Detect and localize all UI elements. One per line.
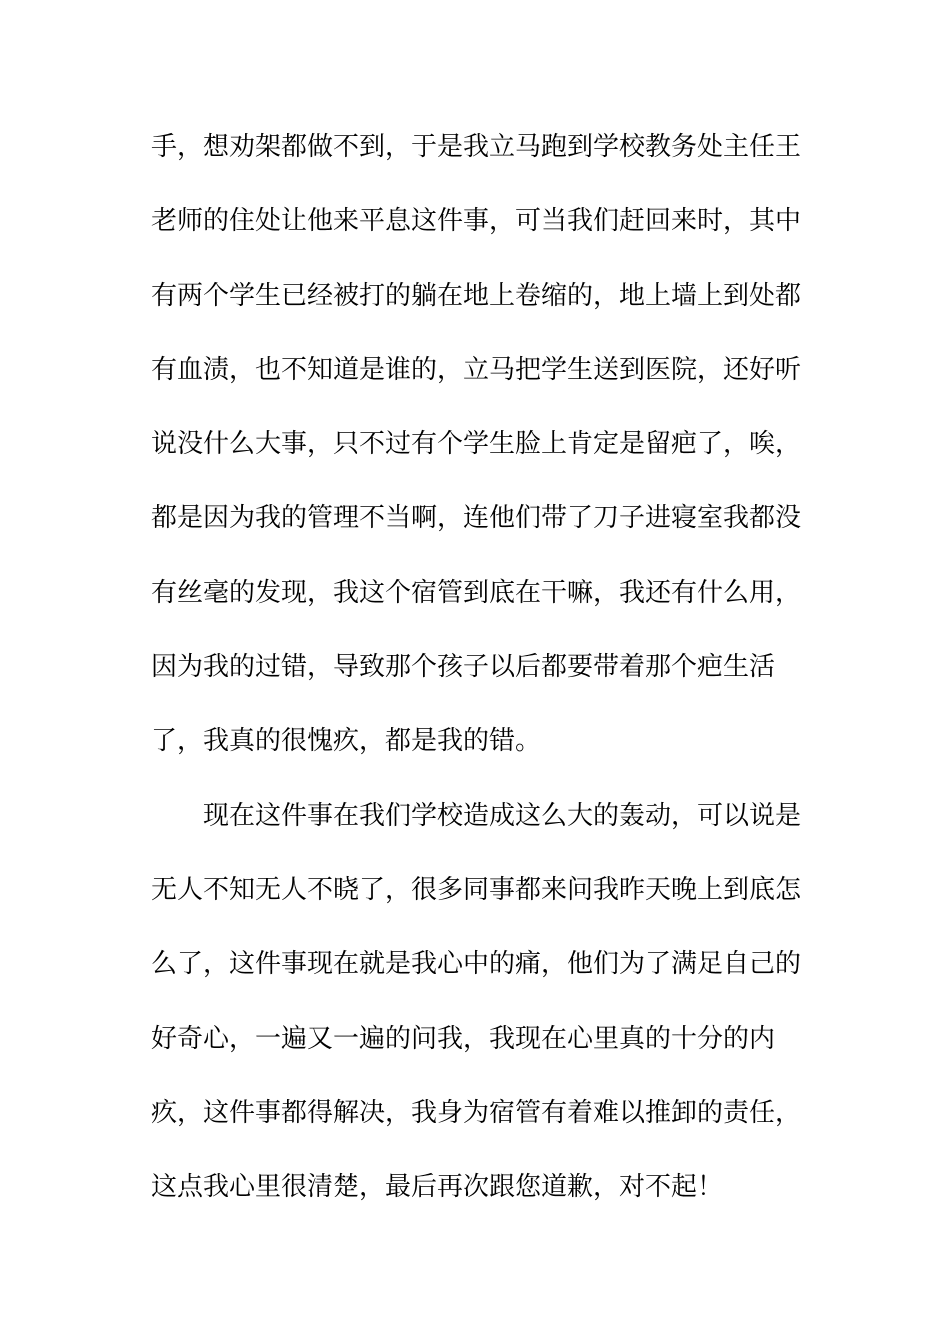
text-line: 有血渍，也不知道是谁的，立马把学生送到医院，还好听 bbox=[151, 354, 802, 385]
text-line: 么了，这件事现在就是我心中的痛，他们为了满足自己的 bbox=[151, 949, 802, 980]
text-line: 说没什么大事，只不过有个学生脸上肯定是留疤了，唉， bbox=[151, 429, 802, 460]
paragraph-1 bbox=[151, 126, 811, 795]
text-line: 有两个学生已经被打的躺在地上卷缩的，地上墙上到处都 bbox=[151, 280, 802, 311]
text-line: 有丝毫的发现，我这个宿管到底在干嘛，我还有什么用， bbox=[151, 577, 802, 608]
paragraph-2 bbox=[151, 795, 811, 1241]
text-line: 现在这件事在我们学校造成这么大的轰动，可以说是 bbox=[203, 800, 802, 831]
text-line: 手，想劝架都做不到，于是我立马跑到学校教务处主任王 bbox=[151, 132, 802, 162]
text-line: 这点我心里很清楚，最后再次跟您道歉，对不起！ bbox=[151, 1172, 724, 1203]
text-line: 好奇心，一遍又一遍的问我，我现在心里真的十分的内 bbox=[151, 1023, 776, 1054]
text-line: 因为我的过错，导致那个孩子以后都要带着那个疤生活 bbox=[151, 652, 776, 683]
document-body bbox=[151, 126, 811, 1240]
text-line: 都是因为我的管理不当啊，连他们带了刀子进寝室我都没 bbox=[151, 503, 802, 534]
text-line: 了，我真的很愧疚，都是我的错。 bbox=[151, 726, 542, 757]
text-line: 疚，这件事都得解决，我身为宿管有着难以推卸的责任， bbox=[151, 1097, 802, 1128]
text-line: 老师的住处让他来平息这件事，可当我们赶回来时，其中 bbox=[151, 206, 802, 237]
text-line: 无人不知无人不晓了，很多同事都来问我昨天晚上到底怎 bbox=[151, 874, 802, 905]
